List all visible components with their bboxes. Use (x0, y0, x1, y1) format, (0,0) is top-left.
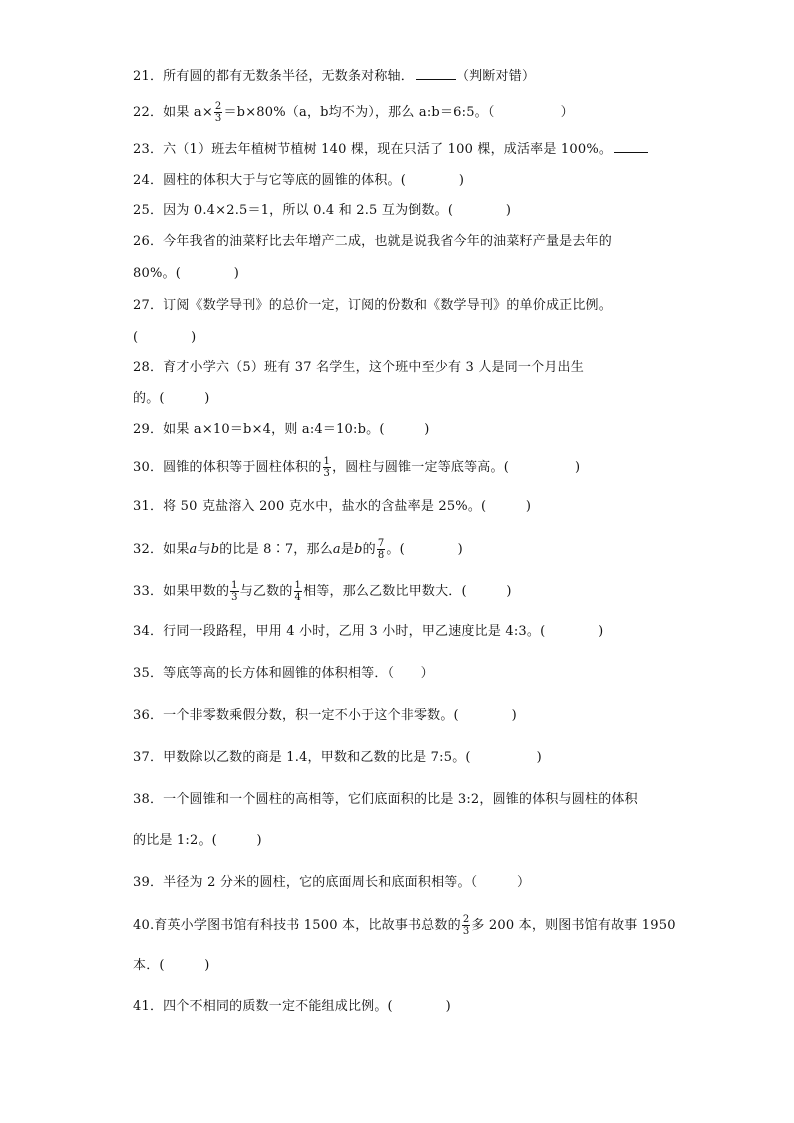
question-32: 32．如果a与b的比是 8∶7，那么a是b的 $\frac{7}{8}$ 。( ) (133, 538, 463, 561)
question-34: 34．行同一段路程，甲用 4 小时，乙用 3 小时，甲乙速度比是 4:3。( ) (133, 624, 604, 639)
question-25: 25．因为 0.4×2.5＝1，所以 0.4 和 2.5 互为倒数。( ) (133, 203, 512, 218)
question-26-line-2: 80%。( ) (133, 266, 240, 281)
question-23: 23．六（1）班去年植树节植树 140 棵，现在只活了 100 棵，成活率是 100%。 (133, 139, 648, 160)
fraction: $\frac{1}{4}$ (294, 580, 302, 603)
question-30: 30．圆锥的体积等于圆柱体积的 $\frac{1}{3}$ ，圆柱与圆锥一定等底等高。( ) (133, 456, 581, 479)
question-35: 35．等底等高的长方体和圆锥的体积相等．（ ） (133, 666, 434, 681)
question-27-line-2: ( ) (133, 330, 197, 345)
fraction: $\frac{1}{3}$ (323, 456, 331, 479)
question-40-line-1: 40.育英小学图书馆有科技书 1500 本，比故事书总数的 $\frac{2}{3}$ 多 200 本，则图书馆有故事 1950 (133, 914, 676, 937)
question-38-line-1: 38．一个圆锥和一个圆柱的高相等，它们底面积的比是 3:2，圆锥的体积与圆柱的体积 (133, 792, 638, 807)
question-33: 33．如果甲数的 $\frac{1}{3}$ 与乙数的 $\frac{1}{4}$ 相等，那么乙数比甲数大．( ) (133, 580, 512, 603)
fraction: $\frac{1}{3}$ (231, 580, 238, 603)
fraction: $\frac{7}{8}$ (377, 538, 385, 561)
question-39: 39．半径为 2 分米的圆柱，它的底面周长和底面积相等。（ ） (133, 875, 531, 890)
question-28-line-1: 28．育才小学六（5）班有 37 名学生，这个班中至少有 3 人是同一个月出生 (133, 360, 584, 375)
question-21: 21．所有圆的都有无数条半径，无数条对称轴． （判断对错） (133, 66, 535, 87)
answer-blank[interactable] (614, 139, 648, 153)
question-22: 22．如果 a× $\frac{2}{3}$ ＝b×80%（a，b均不为），那么 a:b＝6:5。（ ） (133, 101, 574, 124)
question-28-line-2: 的。( ) (133, 391, 210, 406)
question-37: 37．甲数除以乙数的商是 1.4，甲数和乙数的比是 7:5。( ) (133, 750, 542, 765)
question-36: 36．一个非零数乘假分数，积一定不小于这个非零数。( ) (133, 708, 517, 723)
question-41: 41．四个不相同的质数一定不能组成比例。( ) (133, 999, 451, 1014)
answer-blank[interactable] (416, 66, 456, 80)
question-31: 31．将 50 克盐溶入 200 克水中，盐水的含盐率是 25%。( ) (133, 499, 532, 514)
fraction: $\frac{2}{3}$ (462, 914, 470, 937)
question-29: 29．如果 a×10＝b×4，则 a:4＝10:b。( ) (133, 422, 430, 437)
question-26-line-1: 26．今年我省的油菜籽比去年增产二成，也就是说我省今年的油菜籽产量是去年的 (133, 234, 612, 249)
question-40-line-2: 本．( ) (133, 958, 210, 973)
fraction: $\frac{2}{3}$ (214, 101, 222, 124)
question-38-line-2: 的比是 1:2。( ) (133, 833, 262, 848)
question-27-line-1: 27．订阅《数学导刊》的总价一定，订阅的份数和《数学导刊》的单价成正比例。 (133, 298, 612, 313)
question-24: 24．圆柱的体积大于与它等底的圆锥的体积。( ) (133, 173, 465, 188)
